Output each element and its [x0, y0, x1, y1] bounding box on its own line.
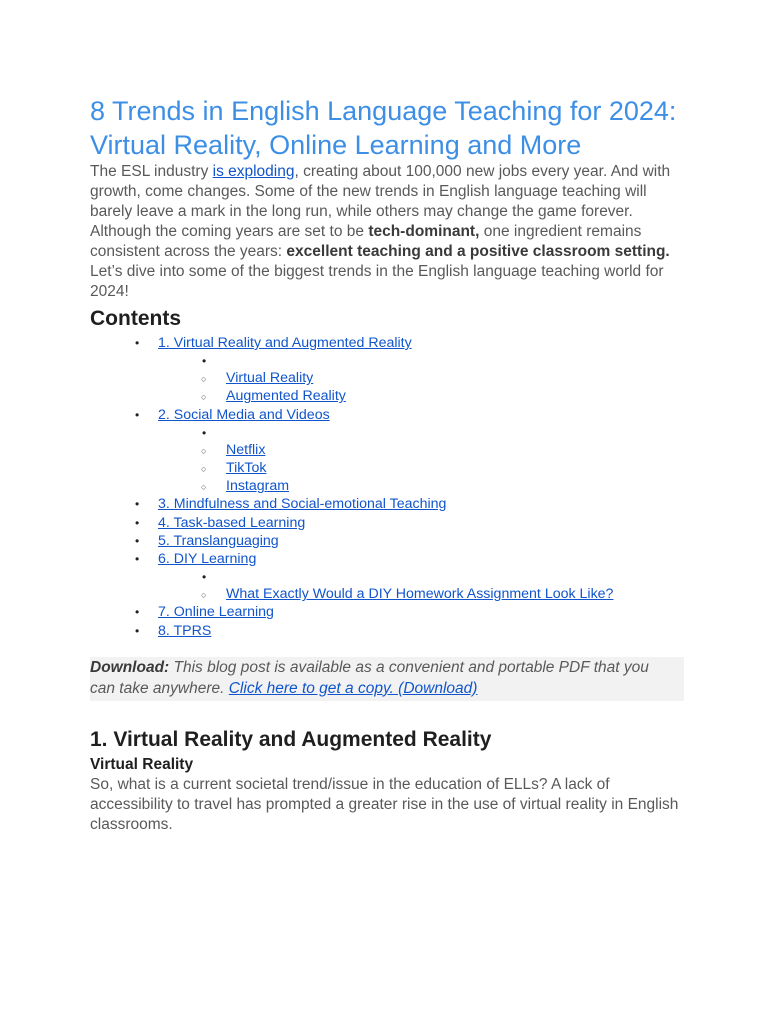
toc-link-vr-ar[interactable]: 1. Virtual Reality and Augmented Reality	[158, 335, 412, 351]
toc-item	[90, 334, 680, 352]
toc-link-virtual-reality[interactable]: Virtual Reality	[226, 370, 314, 387]
toc-item	[90, 441, 680, 459]
contents-heading: Contents	[90, 307, 181, 330]
toc-link-mindfulness[interactable]: 3. Mindfulness and Social-emotional Teaching	[158, 496, 447, 513]
toc-link-online-learning[interactable]: 7. Online Learning	[158, 604, 274, 621]
toc-link-augmented-reality[interactable]: Augmented Reality	[226, 388, 346, 405]
toc-empty-bullet	[90, 424, 680, 441]
toc-link-tiktok[interactable]: TikTok	[226, 460, 267, 477]
intro-bold-text: tech-dominant,	[368, 223, 480, 240]
toc-item	[90, 622, 680, 640]
intro-paragraph-1	[90, 162, 680, 222]
intro-paragraph-3: Let’s dive into some of the biggest trends in the English language teaching world for 2024!	[90, 263, 664, 300]
section-heading-vr-ar: 1. Virtual Reality and Augmented Reality	[90, 727, 492, 751]
toc-link-diy-homework[interactable]: What Exactly Would a DIY Homework Assignment Look Like?	[226, 586, 614, 603]
download-text: This blog post is available as a convenient and portable PDF that you can take anywhere.	[90, 658, 649, 697]
toc-item	[90, 514, 680, 532]
subheading-virtual-reality: Virtual Reality	[90, 755, 194, 773]
intro-text: The ESL industry	[90, 163, 213, 180]
intro-text: , creating about 100,000 new jobs every year. And with growth, come changes. Some of the new trends in English language teaching will barely leave a mark in the long run, while others may change the game forever.	[90, 163, 671, 220]
toc-item	[90, 369, 680, 387]
toc-link-instagram[interactable]: Instagram	[226, 478, 290, 495]
intro-text: one ingredient remains consistent across the years:	[90, 223, 642, 260]
toc-link-netflix[interactable]: Netflix	[226, 441, 266, 458]
is-exploding-link[interactable]: is exploding	[212, 163, 295, 180]
intro-text: Although the coming years are set to be	[90, 223, 369, 240]
download-label: Download:	[90, 658, 170, 676]
toc-link-diy-learning[interactable]: 6. DIY Learning	[158, 551, 257, 568]
toc-item	[90, 603, 680, 621]
table-of-contents	[90, 334, 680, 640]
toc-empty-bullet	[90, 352, 680, 369]
toc-link-social-media[interactable]: 2. Social Media and Videos	[158, 406, 330, 423]
intro-paragraph-2	[90, 222, 680, 262]
download-callout	[90, 657, 684, 701]
section-body: So, what is a current societal trend/issue in the education of ELLs? A lack of accessibility to travel has prompted a greater rise in the use of virtual reality in English classrooms.	[90, 775, 679, 833]
toc-item	[90, 532, 680, 550]
toc-link-task-based[interactable]: 4. Task-based Learning	[158, 514, 306, 531]
toc-item	[90, 477, 680, 495]
toc-item	[90, 495, 680, 513]
intro-bold-text: excellent teaching and a positive classroom setting.	[286, 243, 670, 260]
toc-item	[90, 406, 680, 424]
toc-item	[90, 550, 680, 568]
page-title: 8 Trends in English Language Teaching for 2024: Virtual Reality, Online Learning and More	[90, 96, 677, 160]
toc-link-translanguaging[interactable]: 5. Translanguaging	[158, 532, 279, 549]
toc-empty-bullet	[90, 568, 680, 585]
toc-link-tprs[interactable]: 8. TPRS	[158, 622, 212, 639]
toc-item	[90, 387, 680, 405]
toc-item	[90, 459, 680, 477]
toc-item	[90, 585, 680, 603]
download-link[interactable]: Click here to get a copy. (Download)	[228, 679, 478, 697]
article	[90, 94, 680, 835]
